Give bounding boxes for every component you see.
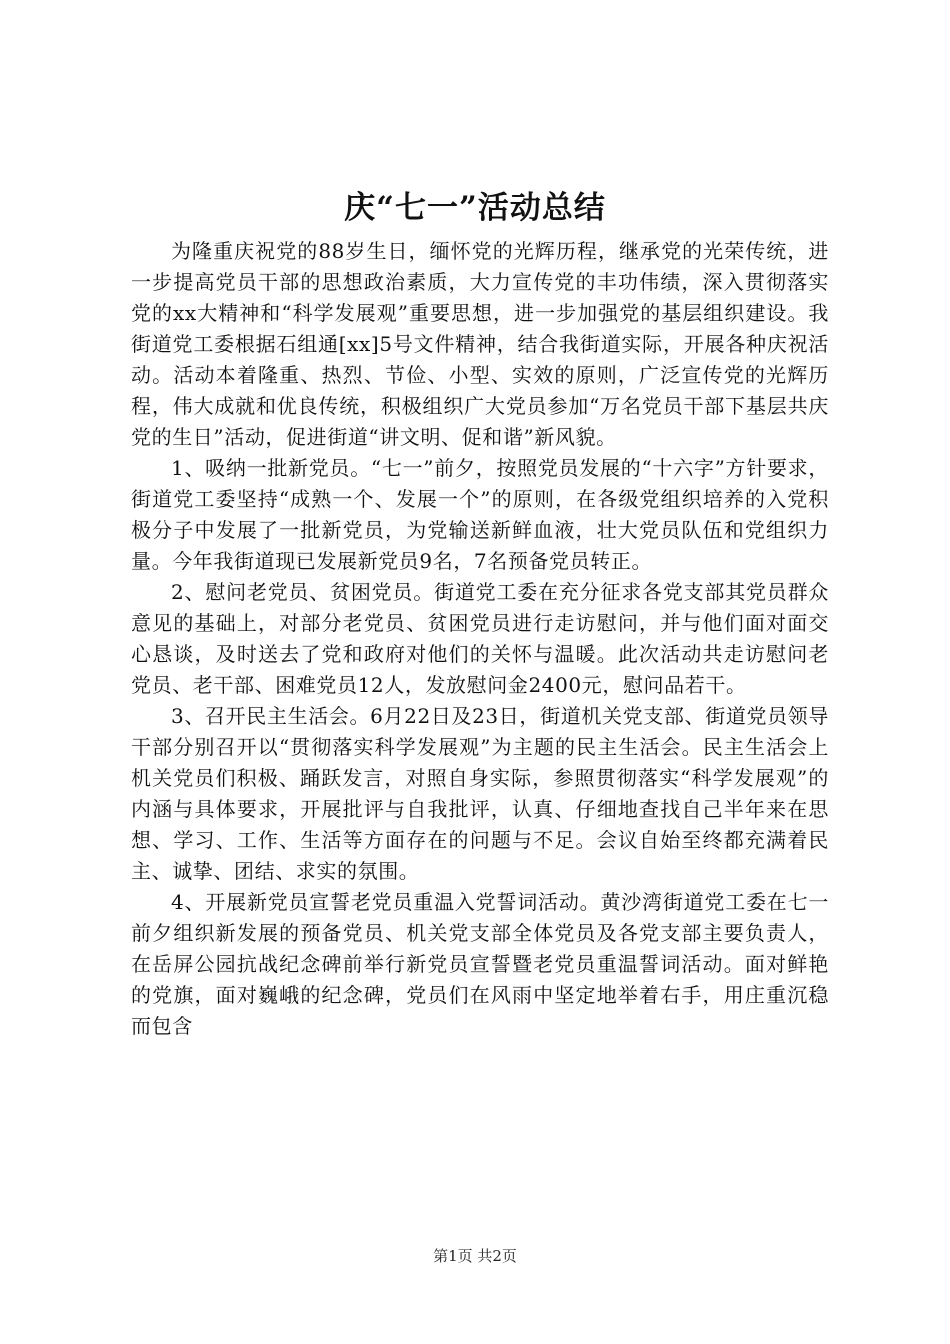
document-body xyxy=(131,236,829,1042)
document-title: 庆“七一”活动总结 xyxy=(344,190,606,226)
item-2-paragraph: 2、慰问老党员、贫困党员。街道党工委在充分征求各党支部其党员群众意见的基础上，对部分老党员、贫困党员进行走访慰问，并与他们面对面交心恳谈，及时送去了党和政府对他们的关怀与温暖。此次活动共走访慰问老党员、老干部、困难党员12人，发放慰问金2400元，慰问品若干。 xyxy=(131,580,829,697)
item-3-paragraph: 3、召开民主生活会。6月22日及23日，街道机关党支部、街道党员领导干部分别召开以“贯彻落实科学发展观”为主题的民主生活会。民主生活会上机关党员们积极、踊跃发言，对照自身实际，参照贯彻落实“科学发展观”的内涵与具体要求，开展批评与自我批评，认真、仔细地查找自己半年来在思想、学习、工作、生活等方面存在的问题与不足。会议自始至终都充满着民主、诚挚、团结、求实的氛围。 xyxy=(131,704,829,883)
intro-paragraph: 为隆重庆祝党的88岁生日，缅怀党的光辉历程，继承党的光荣传统，进一步提高党员干部的思想政治素质，大力宣传党的丰功伟绩，深入贯彻落实党的xx大精神和“科学发展观”重要思想，进一步加强党的基层组织建设。我街道党工委根据石组通[xx]5号文件精神，结合我街道实际，开展各种庆祝活动。活动本着隆重、热烈、节俭、小型、实效的原则，广泛宣传党的光辉历程，伟大成就和优良传统，积极组织广大党员参加“万名党员干部下基层共庆党的生日”活动，促进街道“讲文明、促和谐”新风貌。 xyxy=(131,239,829,449)
item-1-paragraph: 1、吸纳一批新党员。“七一”前夕，按照党员发展的“十六字”方针要求，街道党工委坚持“成熟一个、发展一个”的原则，在各级党组织培养的入党积极分子中发展了一批新党员，为党输送新鲜血液，壮大党员队伍和党组织力量。今年我街道现已发展新党员9名，7名预备党员转正。 xyxy=(131,456,829,573)
page-number-footer: 第1页 共2页 xyxy=(433,1247,517,1265)
item-4-paragraph: 4、开展新党员宣誓老党员重温入党誓词活动。黄沙湾街道党工委在七一前夕组织新发展的预备党员、机关党支部全体党员及各党支部主要负责人，在岳屏公园抗战纪念碑前举行新党员宣誓暨老党员重温誓词活动。面对鲜艳的党旗，面对巍峨的纪念碑，党员们在风雨中坚定地举着右手，用庄重沉稳而包含 xyxy=(131,890,829,1038)
